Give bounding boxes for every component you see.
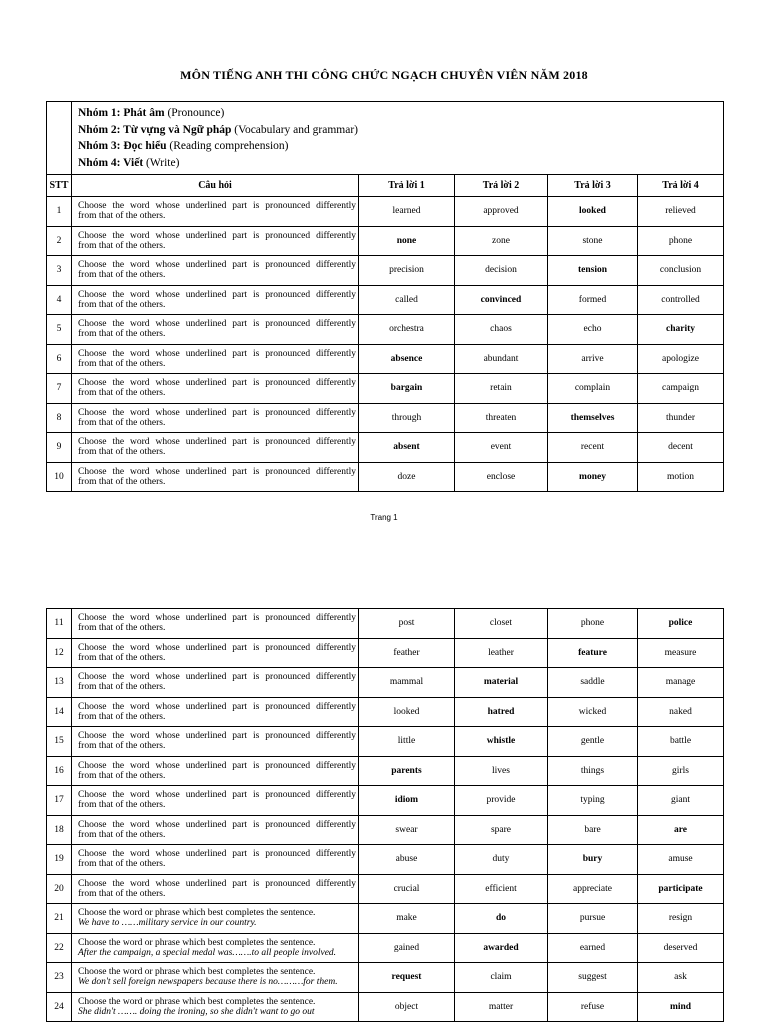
groups-cell bbox=[72, 102, 724, 175]
group-2-en: (Vocabulary and grammar) bbox=[234, 123, 358, 136]
answer-2: leather bbox=[455, 638, 548, 668]
answer-3: saddle bbox=[548, 668, 638, 698]
question-cell bbox=[72, 904, 359, 934]
table-row bbox=[47, 786, 724, 816]
question-number: 4 bbox=[47, 285, 72, 315]
answer-1: absence bbox=[359, 344, 455, 374]
question-text-line-2: from that of the others. bbox=[78, 800, 166, 811]
question-cell bbox=[72, 638, 359, 668]
questions-table-page-1 bbox=[46, 101, 724, 492]
question-cell bbox=[72, 815, 359, 845]
group-2 bbox=[78, 122, 717, 139]
question-number: 12 bbox=[47, 638, 72, 668]
question-cell bbox=[72, 374, 359, 404]
group-1 bbox=[78, 105, 717, 122]
group-1-en: (Pronounce) bbox=[167, 107, 225, 119]
answer-1: feather bbox=[359, 638, 455, 668]
table-row bbox=[47, 904, 724, 934]
answer-4: measure bbox=[638, 638, 724, 668]
answer-1: abuse bbox=[359, 845, 455, 875]
question-number: 13 bbox=[47, 668, 72, 698]
question-number: 6 bbox=[47, 344, 72, 374]
answer-3: refuse bbox=[548, 992, 638, 1022]
table-row bbox=[47, 433, 724, 463]
answer-2: retain bbox=[455, 374, 548, 404]
answer-1: orchestra bbox=[359, 315, 455, 345]
answer-4: thunder bbox=[638, 403, 724, 433]
answer-4: manage bbox=[638, 668, 724, 698]
answer-3: appreciate bbox=[548, 874, 638, 904]
group-4-label: Nhóm 4: Viết bbox=[78, 156, 144, 169]
question-number: 18 bbox=[47, 815, 72, 845]
answer-1: absent bbox=[359, 433, 455, 463]
answer-3: typing bbox=[548, 786, 638, 816]
table-row bbox=[47, 756, 724, 786]
question-text-line-2: She didn't ……. doing the ironing, so she didn't want to go out bbox=[78, 1006, 315, 1017]
question-text-line-2: from that of the others. bbox=[78, 741, 166, 752]
table-row bbox=[47, 374, 724, 404]
answer-1: learned bbox=[359, 197, 455, 227]
header-stt: STT bbox=[47, 175, 72, 197]
question-number: 1 bbox=[47, 197, 72, 227]
answer-2: claim bbox=[455, 963, 548, 993]
answer-3: formed bbox=[548, 285, 638, 315]
question-number: 9 bbox=[47, 433, 72, 463]
question-text-line-2: We don't sell foreign newspapers because there is no………for them. bbox=[78, 977, 338, 988]
answer-3: themselves bbox=[548, 403, 638, 433]
question-number: 19 bbox=[47, 845, 72, 875]
answer-1: gained bbox=[359, 933, 455, 963]
question-text-line-2: from that of the others. bbox=[78, 329, 166, 340]
questions-table-page-2 bbox=[46, 608, 724, 1022]
answer-3: wicked bbox=[548, 697, 638, 727]
question-number: 22 bbox=[47, 933, 72, 963]
question-cell bbox=[72, 315, 359, 345]
answer-2: threaten bbox=[455, 403, 548, 433]
answer-3: suggest bbox=[548, 963, 638, 993]
answer-1: little bbox=[359, 727, 455, 757]
answer-3: things bbox=[548, 756, 638, 786]
answer-2: matter bbox=[455, 992, 548, 1022]
group-1-label: Nhóm 1: Phát âm bbox=[78, 107, 165, 119]
page-title: MÔN TIẾNG ANH THI CÔNG CHỨC NGẠCH CHUYÊN VIÊN NĂM 2018 bbox=[180, 68, 588, 82]
answer-1: idiom bbox=[359, 786, 455, 816]
question-number: 10 bbox=[47, 462, 72, 492]
table-body-page-2 bbox=[47, 609, 724, 1022]
question-cell bbox=[72, 786, 359, 816]
answer-4: amuse bbox=[638, 845, 724, 875]
answer-3: bare bbox=[548, 815, 638, 845]
answer-2: zone bbox=[455, 226, 548, 256]
answer-1: bargain bbox=[359, 374, 455, 404]
table-row bbox=[47, 697, 724, 727]
question-text: Choose the word whose underlined part is pronounced differently bbox=[78, 613, 356, 624]
question-cell bbox=[72, 462, 359, 492]
answer-4: mind bbox=[638, 992, 724, 1022]
question-number: 8 bbox=[47, 403, 72, 433]
table-body-page-1 bbox=[47, 197, 724, 492]
question-text: Choose the word whose underlined part is pronounced differently bbox=[78, 819, 356, 830]
question-text: Choose the word whose underlined part is pronounced differently bbox=[78, 348, 356, 359]
question-text: Choose the word whose underlined part is pronounced differently bbox=[78, 790, 356, 801]
table-row bbox=[47, 933, 724, 963]
question-number: 20 bbox=[47, 874, 72, 904]
header-answer-4: Trả lời 4 bbox=[638, 175, 724, 197]
answer-2: abundant bbox=[455, 344, 548, 374]
question-cell bbox=[72, 727, 359, 757]
answer-2: duty bbox=[455, 845, 548, 875]
question-number: 7 bbox=[47, 374, 72, 404]
table-row bbox=[47, 315, 724, 345]
answer-4: giant bbox=[638, 786, 724, 816]
table-row bbox=[47, 874, 724, 904]
answer-1: swear bbox=[359, 815, 455, 845]
answer-2: provide bbox=[455, 786, 548, 816]
question-text-line-2: from that of the others. bbox=[78, 770, 166, 781]
group-3-en: (Reading comprehension) bbox=[169, 140, 289, 152]
question-cell bbox=[72, 256, 359, 286]
table-row bbox=[47, 992, 724, 1022]
question-number: 15 bbox=[47, 727, 72, 757]
group-2-label: Nhóm 2: Từ vựng và Ngữ pháp bbox=[78, 123, 232, 136]
answer-4: naked bbox=[638, 697, 724, 727]
question-text-line-2: from that of the others. bbox=[78, 447, 166, 458]
question-text: Choose the word whose underlined part is pronounced differently bbox=[78, 642, 356, 653]
question-cell bbox=[72, 697, 359, 727]
question-text: Choose the word whose underlined part is pronounced differently bbox=[78, 289, 356, 300]
question-number: 24 bbox=[47, 992, 72, 1022]
question-text: Choose the word or phrase which best completes the sentence. bbox=[78, 937, 316, 948]
answer-4: decent bbox=[638, 433, 724, 463]
answer-4: are bbox=[638, 815, 724, 845]
answer-4: girls bbox=[638, 756, 724, 786]
table-row bbox=[47, 285, 724, 315]
question-text-line-2: from that of the others. bbox=[78, 888, 166, 899]
answer-3: pursue bbox=[548, 904, 638, 934]
answer-2: chaos bbox=[455, 315, 548, 345]
question-text: Choose the word whose underlined part is pronounced differently bbox=[78, 378, 356, 389]
answer-4: battle bbox=[638, 727, 724, 757]
header-answer-3: Trả lời 3 bbox=[548, 175, 638, 197]
question-number: 2 bbox=[47, 226, 72, 256]
question-text-line-2: from that of the others. bbox=[78, 859, 166, 870]
question-text-line-2: from that of the others. bbox=[78, 270, 166, 281]
question-text-line-2: from that of the others. bbox=[78, 388, 166, 399]
question-number: 3 bbox=[47, 256, 72, 286]
question-number: 16 bbox=[47, 756, 72, 786]
answer-4: charity bbox=[638, 315, 724, 345]
question-text-line-2: from that of the others. bbox=[78, 476, 166, 487]
answer-1: called bbox=[359, 285, 455, 315]
question-text: Choose the word whose underlined part is pronounced differently bbox=[78, 701, 356, 712]
table-row bbox=[47, 963, 724, 993]
answer-2: lives bbox=[455, 756, 548, 786]
question-text: Choose the word whose underlined part is pronounced differently bbox=[78, 407, 356, 418]
question-text: Choose the word whose underlined part is pronounced differently bbox=[78, 260, 356, 271]
group-4 bbox=[78, 155, 717, 172]
question-cell bbox=[72, 433, 359, 463]
answer-3: gentle bbox=[548, 727, 638, 757]
answer-2: material bbox=[455, 668, 548, 698]
question-text: Choose the word whose underlined part is pronounced differently bbox=[78, 731, 356, 742]
question-cell bbox=[72, 197, 359, 227]
question-number: 11 bbox=[47, 609, 72, 639]
answer-4: deserved bbox=[638, 933, 724, 963]
answer-4: motion bbox=[638, 462, 724, 492]
question-number: 21 bbox=[47, 904, 72, 934]
answer-3: tension bbox=[548, 256, 638, 286]
answer-2: efficient bbox=[455, 874, 548, 904]
question-text: Choose the word whose underlined part is pronounced differently bbox=[78, 760, 356, 771]
answer-2: spare bbox=[455, 815, 548, 845]
answer-4: campaign bbox=[638, 374, 724, 404]
answer-3: echo bbox=[548, 315, 638, 345]
question-text: Choose the word whose underlined part is pronounced differently bbox=[78, 849, 356, 860]
answer-2: convinced bbox=[455, 285, 548, 315]
table-row bbox=[47, 197, 724, 227]
table-row bbox=[47, 845, 724, 875]
table-row bbox=[47, 815, 724, 845]
question-cell bbox=[72, 756, 359, 786]
answer-4: apologize bbox=[638, 344, 724, 374]
answer-1: parents bbox=[359, 756, 455, 786]
answer-2: do bbox=[455, 904, 548, 934]
answer-4: participate bbox=[638, 874, 724, 904]
table-row bbox=[47, 462, 724, 492]
question-text-line-2: from that of the others. bbox=[78, 682, 166, 693]
answer-3: money bbox=[548, 462, 638, 492]
question-cell bbox=[72, 933, 359, 963]
question-number: 17 bbox=[47, 786, 72, 816]
table-row bbox=[47, 638, 724, 668]
question-cell bbox=[72, 668, 359, 698]
answer-2: event bbox=[455, 433, 548, 463]
question-text-line-2: from that of the others. bbox=[78, 623, 166, 634]
answer-2: closet bbox=[455, 609, 548, 639]
answer-4: controlled bbox=[638, 285, 724, 315]
question-text: Choose the word or phrase which best completes the sentence. bbox=[78, 908, 316, 919]
answer-1: precision bbox=[359, 256, 455, 286]
header-row bbox=[47, 175, 724, 197]
answer-2: enclose bbox=[455, 462, 548, 492]
question-number: 23 bbox=[47, 963, 72, 993]
table-row bbox=[47, 226, 724, 256]
table-row bbox=[47, 609, 724, 639]
question-text: Choose the word whose underlined part is pronounced differently bbox=[78, 466, 356, 477]
table-row bbox=[47, 727, 724, 757]
answer-3: arrive bbox=[548, 344, 638, 374]
question-text: Choose the word whose underlined part is pronounced differently bbox=[78, 230, 356, 241]
answer-1: crucial bbox=[359, 874, 455, 904]
question-cell bbox=[72, 992, 359, 1022]
groups-row bbox=[47, 102, 724, 175]
question-text-line-2: After the campaign, a special medal was…….to all people involved. bbox=[78, 947, 337, 958]
answer-3: earned bbox=[548, 933, 638, 963]
answer-3: phone bbox=[548, 609, 638, 639]
answer-1: mammal bbox=[359, 668, 455, 698]
question-number: 5 bbox=[47, 315, 72, 345]
answer-3: complain bbox=[548, 374, 638, 404]
answer-1: doze bbox=[359, 462, 455, 492]
answer-2: awarded bbox=[455, 933, 548, 963]
question-text-line-2: from that of the others. bbox=[78, 711, 166, 722]
answer-1: make bbox=[359, 904, 455, 934]
header-answer-2: Trả lời 2 bbox=[455, 175, 548, 197]
answer-4: relieved bbox=[638, 197, 724, 227]
question-cell bbox=[72, 226, 359, 256]
answer-2: approved bbox=[455, 197, 548, 227]
answer-3: recent bbox=[548, 433, 638, 463]
question-text-line-2: from that of the others. bbox=[78, 240, 166, 251]
group-3-label: Nhóm 3: Đọc hiểu bbox=[78, 140, 167, 152]
question-cell bbox=[72, 874, 359, 904]
question-text-line-2: from that of the others. bbox=[78, 299, 166, 310]
answer-1: request bbox=[359, 963, 455, 993]
answer-4: phone bbox=[638, 226, 724, 256]
answer-4: police bbox=[638, 609, 724, 639]
answer-1: none bbox=[359, 226, 455, 256]
question-text: Choose the word whose underlined part is pronounced differently bbox=[78, 201, 356, 212]
answer-3: stone bbox=[548, 226, 638, 256]
table-row bbox=[47, 344, 724, 374]
answer-4: resign bbox=[638, 904, 724, 934]
question-text: Choose the word whose underlined part is pronounced differently bbox=[78, 437, 356, 448]
question-number: 14 bbox=[47, 697, 72, 727]
question-text-line-2: from that of the others. bbox=[78, 652, 166, 663]
question-text: Choose the word or phrase which best completes the sentence. bbox=[78, 996, 316, 1007]
question-text: Choose the word whose underlined part is pronounced differently bbox=[78, 672, 356, 683]
table-row bbox=[47, 403, 724, 433]
answer-4: ask bbox=[638, 963, 724, 993]
question-text: Choose the word or phrase which best completes the sentence. bbox=[78, 967, 316, 978]
answer-1: looked bbox=[359, 697, 455, 727]
answer-1: object bbox=[359, 992, 455, 1022]
answer-4: conclusion bbox=[638, 256, 724, 286]
answer-1: through bbox=[359, 403, 455, 433]
header-answer-1: Trả lời 1 bbox=[359, 175, 455, 197]
question-text-line-2: from that of the others. bbox=[78, 358, 166, 369]
group-4-en: (Write) bbox=[146, 156, 180, 169]
answer-1: post bbox=[359, 609, 455, 639]
question-text: Choose the word whose underlined part is pronounced differently bbox=[78, 319, 356, 330]
table-row bbox=[47, 256, 724, 286]
groups-blank-cell bbox=[47, 102, 72, 175]
header-question: Câu hỏi bbox=[72, 175, 359, 197]
page-footer: Trang 1 bbox=[370, 513, 398, 522]
question-text: Choose the word whose underlined part is pronounced differently bbox=[78, 878, 356, 889]
group-3 bbox=[78, 138, 717, 155]
question-text-line-2: from that of the others. bbox=[78, 211, 166, 222]
question-cell bbox=[72, 403, 359, 433]
answer-2: hatred bbox=[455, 697, 548, 727]
answer-3: bury bbox=[548, 845, 638, 875]
question-text-line-2: from that of the others. bbox=[78, 417, 166, 428]
table-row bbox=[47, 668, 724, 698]
question-text-line-2: We have to ……military service in our country. bbox=[78, 918, 257, 929]
answer-2: whistle bbox=[455, 727, 548, 757]
question-text-line-2: from that of the others. bbox=[78, 829, 166, 840]
answer-3: feature bbox=[548, 638, 638, 668]
answer-2: decision bbox=[455, 256, 548, 286]
question-cell bbox=[72, 344, 359, 374]
question-cell bbox=[72, 845, 359, 875]
question-cell bbox=[72, 609, 359, 639]
question-cell bbox=[72, 285, 359, 315]
question-cell bbox=[72, 963, 359, 993]
answer-3: looked bbox=[548, 197, 638, 227]
